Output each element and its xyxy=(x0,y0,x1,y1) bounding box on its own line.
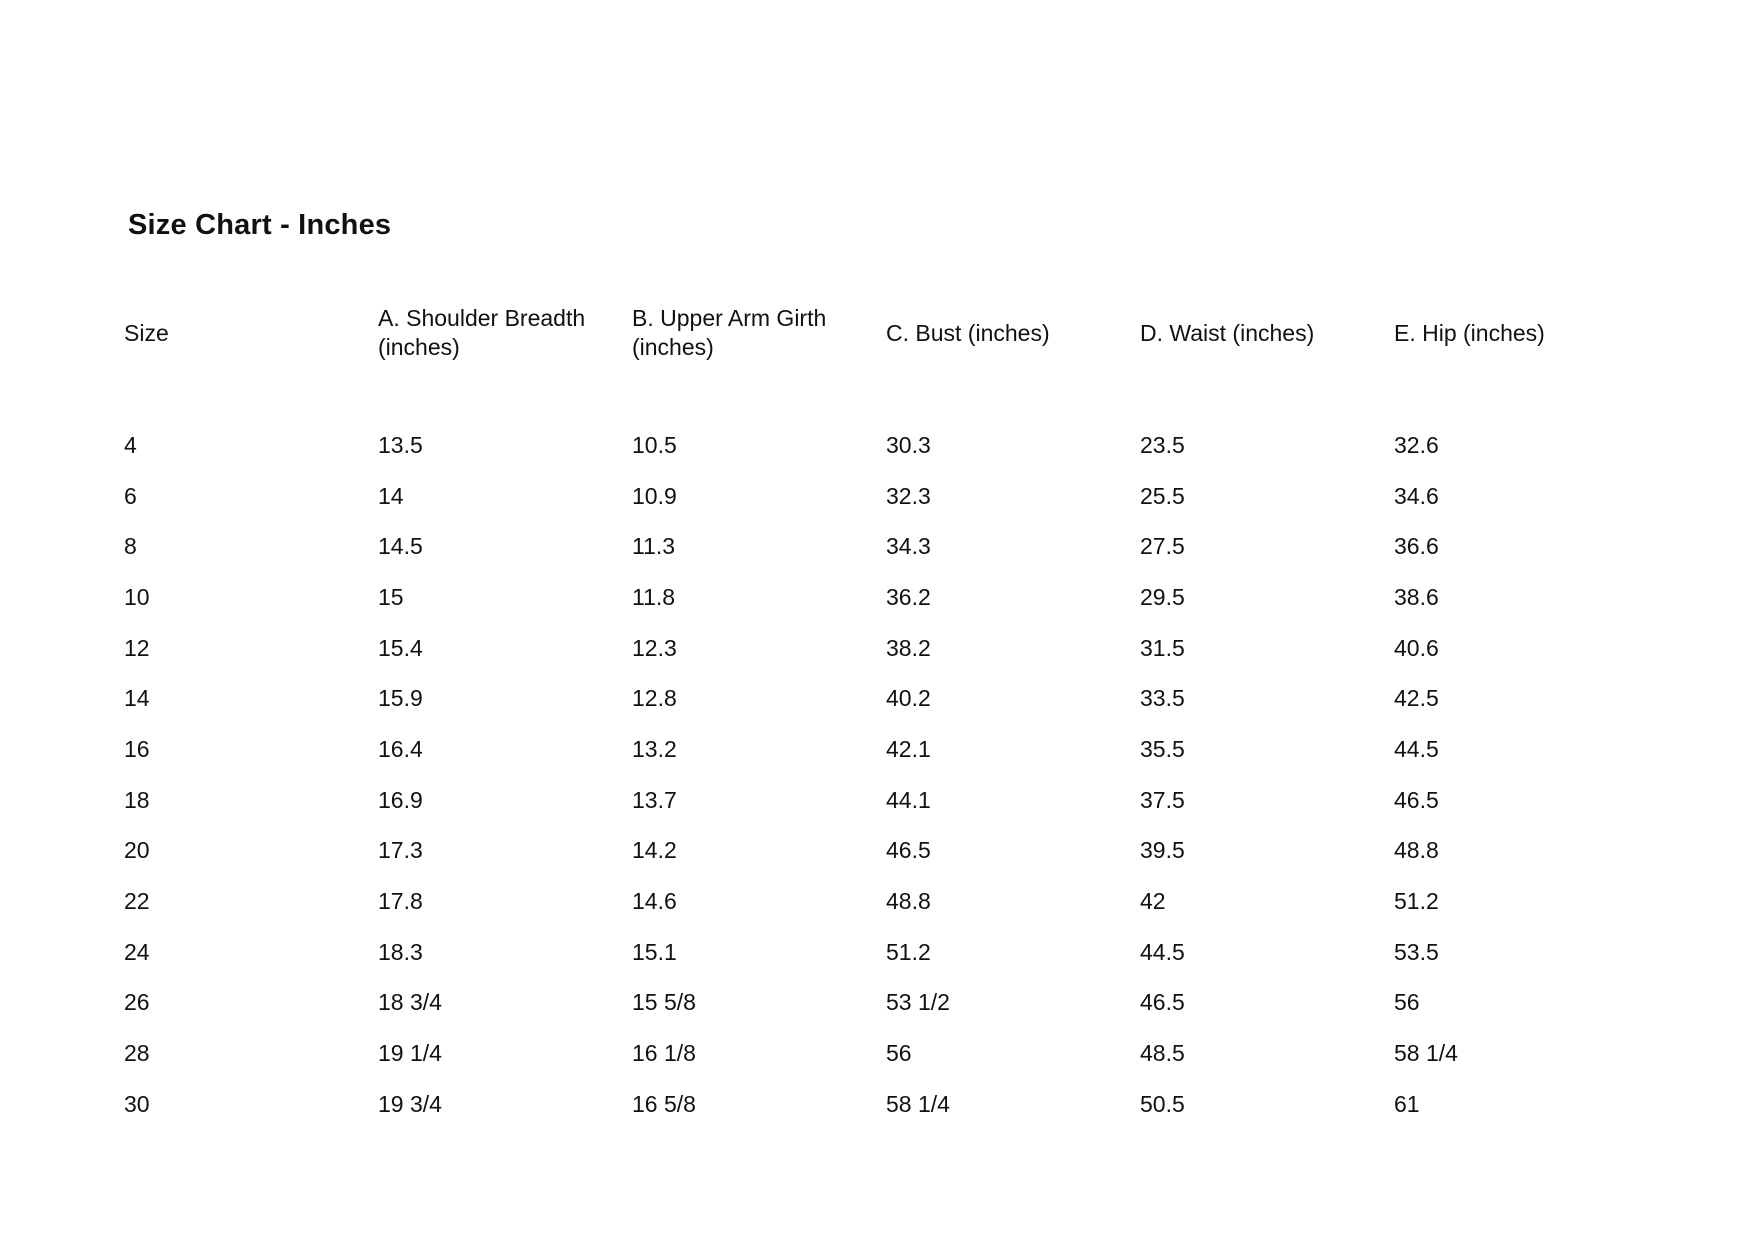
cell-shoulder-breadth: 18 3/4 xyxy=(378,989,442,1016)
cell-upper-arm-girth: 14.2 xyxy=(632,837,677,864)
cell-shoulder-breadth: 14 xyxy=(378,482,404,509)
cell-upper-arm-girth: 15 5/8 xyxy=(632,989,696,1016)
cell-size: 12 xyxy=(124,634,150,661)
cell-shoulder-breadth: 15.4 xyxy=(378,634,423,661)
cell-hip: 48.8 xyxy=(1394,837,1439,864)
table-row xyxy=(124,673,1648,724)
cell-size: 18 xyxy=(124,786,150,813)
column-header-label: A. Shoulder Breadth xyxy=(378,305,586,331)
cell-size: 4 xyxy=(124,431,137,458)
cell-upper-arm-girth: 16 1/8 xyxy=(632,1040,696,1067)
cell-shoulder-breadth: 14.5 xyxy=(378,533,423,560)
cell-bust: 38.2 xyxy=(886,634,931,661)
cell-upper-arm-girth: 13.7 xyxy=(632,786,677,813)
column-header-size xyxy=(124,300,378,366)
cell-size: 10 xyxy=(124,583,150,610)
cell-bust: 56 xyxy=(886,1040,912,1067)
table-row xyxy=(124,471,1648,522)
cell-size: 22 xyxy=(124,888,150,915)
column-header-waist xyxy=(1140,300,1394,366)
column-header-upper-arm-girth xyxy=(632,300,886,366)
cell-bust: 44.1 xyxy=(886,786,931,813)
page-title: Size Chart - Inches xyxy=(128,209,392,241)
cell-size: 20 xyxy=(124,837,150,864)
cell-bust: 34.3 xyxy=(886,533,931,560)
cell-hip: 56 xyxy=(1394,989,1420,1016)
cell-size: 30 xyxy=(124,1090,150,1117)
cell-bust: 46.5 xyxy=(886,837,931,864)
cell-size: 16 xyxy=(124,735,150,762)
column-header-label: D. Waist (inches) xyxy=(1140,319,1315,346)
column-header-hip xyxy=(1394,300,1648,366)
table-row xyxy=(124,927,1648,978)
cell-upper-arm-girth: 15.1 xyxy=(632,938,677,965)
cell-size: 24 xyxy=(124,938,150,965)
cell-waist: 25.5 xyxy=(1140,482,1185,509)
table-row xyxy=(124,978,1648,1029)
cell-size: 8 xyxy=(124,533,137,560)
cell-waist: 31.5 xyxy=(1140,634,1185,661)
cell-bust: 51.2 xyxy=(886,938,931,965)
column-header-bust xyxy=(886,300,1140,366)
cell-size: 28 xyxy=(124,1040,150,1067)
cell-bust: 53 1/2 xyxy=(886,989,950,1016)
cell-upper-arm-girth: 14.6 xyxy=(632,888,677,915)
cell-waist: 42 xyxy=(1140,888,1166,915)
column-header-unit: (inches) xyxy=(632,334,714,360)
cell-waist: 23.5 xyxy=(1140,431,1185,458)
column-header-label: B. Upper Arm Girth xyxy=(632,305,827,331)
cell-hip: 51.2 xyxy=(1394,888,1439,915)
size-table xyxy=(124,300,1648,1130)
table-body xyxy=(124,420,1648,1130)
cell-waist: 37.5 xyxy=(1140,786,1185,813)
table-row xyxy=(124,1028,1648,1079)
cell-shoulder-breadth: 18.3 xyxy=(378,938,423,965)
cell-upper-arm-girth: 16 5/8 xyxy=(632,1090,696,1117)
cell-hip: 53.5 xyxy=(1394,938,1439,965)
column-header-label: E. Hip (inches) xyxy=(1394,319,1545,346)
table-row xyxy=(124,876,1648,927)
cell-waist: 46.5 xyxy=(1140,989,1185,1016)
cell-waist: 33.5 xyxy=(1140,685,1185,712)
cell-shoulder-breadth: 16.9 xyxy=(378,786,423,813)
cell-hip: 34.6 xyxy=(1394,482,1439,509)
cell-shoulder-breadth: 17.8 xyxy=(378,888,423,915)
cell-waist: 44.5 xyxy=(1140,938,1185,965)
cell-bust: 42.1 xyxy=(886,735,931,762)
cell-waist: 27.5 xyxy=(1140,533,1185,560)
cell-size: 26 xyxy=(124,989,150,1016)
cell-waist: 39.5 xyxy=(1140,837,1185,864)
cell-shoulder-breadth: 15.9 xyxy=(378,685,423,712)
cell-upper-arm-girth: 11.3 xyxy=(632,533,676,560)
table-row xyxy=(124,572,1648,623)
cell-upper-arm-girth: 13.2 xyxy=(632,735,677,762)
cell-bust: 32.3 xyxy=(886,482,931,509)
cell-hip: 40.6 xyxy=(1394,634,1439,661)
cell-bust: 58 1/4 xyxy=(886,1090,950,1117)
cell-waist: 35.5 xyxy=(1140,735,1185,762)
cell-upper-arm-girth: 10.9 xyxy=(632,482,677,509)
column-header-label: Size xyxy=(124,319,169,346)
cell-waist: 29.5 xyxy=(1140,583,1185,610)
cell-shoulder-breadth: 17.3 xyxy=(378,837,423,864)
cell-shoulder-breadth: 15 xyxy=(378,583,404,610)
cell-hip: 42.5 xyxy=(1394,685,1439,712)
cell-upper-arm-girth: 11.8 xyxy=(632,583,676,610)
cell-bust: 30.3 xyxy=(886,431,931,458)
table-row xyxy=(124,724,1648,775)
column-header-label: C. Bust (inches) xyxy=(886,319,1050,346)
cell-shoulder-breadth: 13.5 xyxy=(378,431,423,458)
cell-hip: 32.6 xyxy=(1394,431,1439,458)
cell-upper-arm-girth: 12.8 xyxy=(632,685,677,712)
cell-upper-arm-girth: 10.5 xyxy=(632,431,677,458)
cell-hip: 61 xyxy=(1394,1090,1420,1117)
cell-upper-arm-girth: 12.3 xyxy=(632,634,677,661)
cell-bust: 40.2 xyxy=(886,685,931,712)
table-header-row xyxy=(124,300,1648,366)
cell-hip: 44.5 xyxy=(1394,735,1439,762)
table-row xyxy=(124,1079,1648,1130)
cell-waist: 48.5 xyxy=(1140,1040,1185,1067)
header-spacer xyxy=(124,366,1648,420)
table-row xyxy=(124,623,1648,674)
column-header-unit: (inches) xyxy=(378,334,460,360)
cell-size: 14 xyxy=(124,685,150,712)
cell-bust: 48.8 xyxy=(886,888,931,915)
cell-size: 6 xyxy=(124,482,137,509)
cell-shoulder-breadth: 19 3/4 xyxy=(378,1090,442,1117)
cell-shoulder-breadth: 16.4 xyxy=(378,735,423,762)
table-row xyxy=(124,826,1648,877)
table-row xyxy=(124,775,1648,826)
column-header-shoulder-breadth xyxy=(378,300,632,366)
table-row xyxy=(124,521,1648,572)
cell-shoulder-breadth: 19 1/4 xyxy=(378,1040,442,1067)
table-row xyxy=(124,420,1648,471)
cell-hip: 46.5 xyxy=(1394,786,1439,813)
cell-hip: 36.6 xyxy=(1394,533,1439,560)
cell-bust: 36.2 xyxy=(886,583,931,610)
cell-waist: 50.5 xyxy=(1140,1090,1185,1117)
cell-hip: 38.6 xyxy=(1394,583,1439,610)
cell-hip: 58 1/4 xyxy=(1394,1040,1458,1067)
